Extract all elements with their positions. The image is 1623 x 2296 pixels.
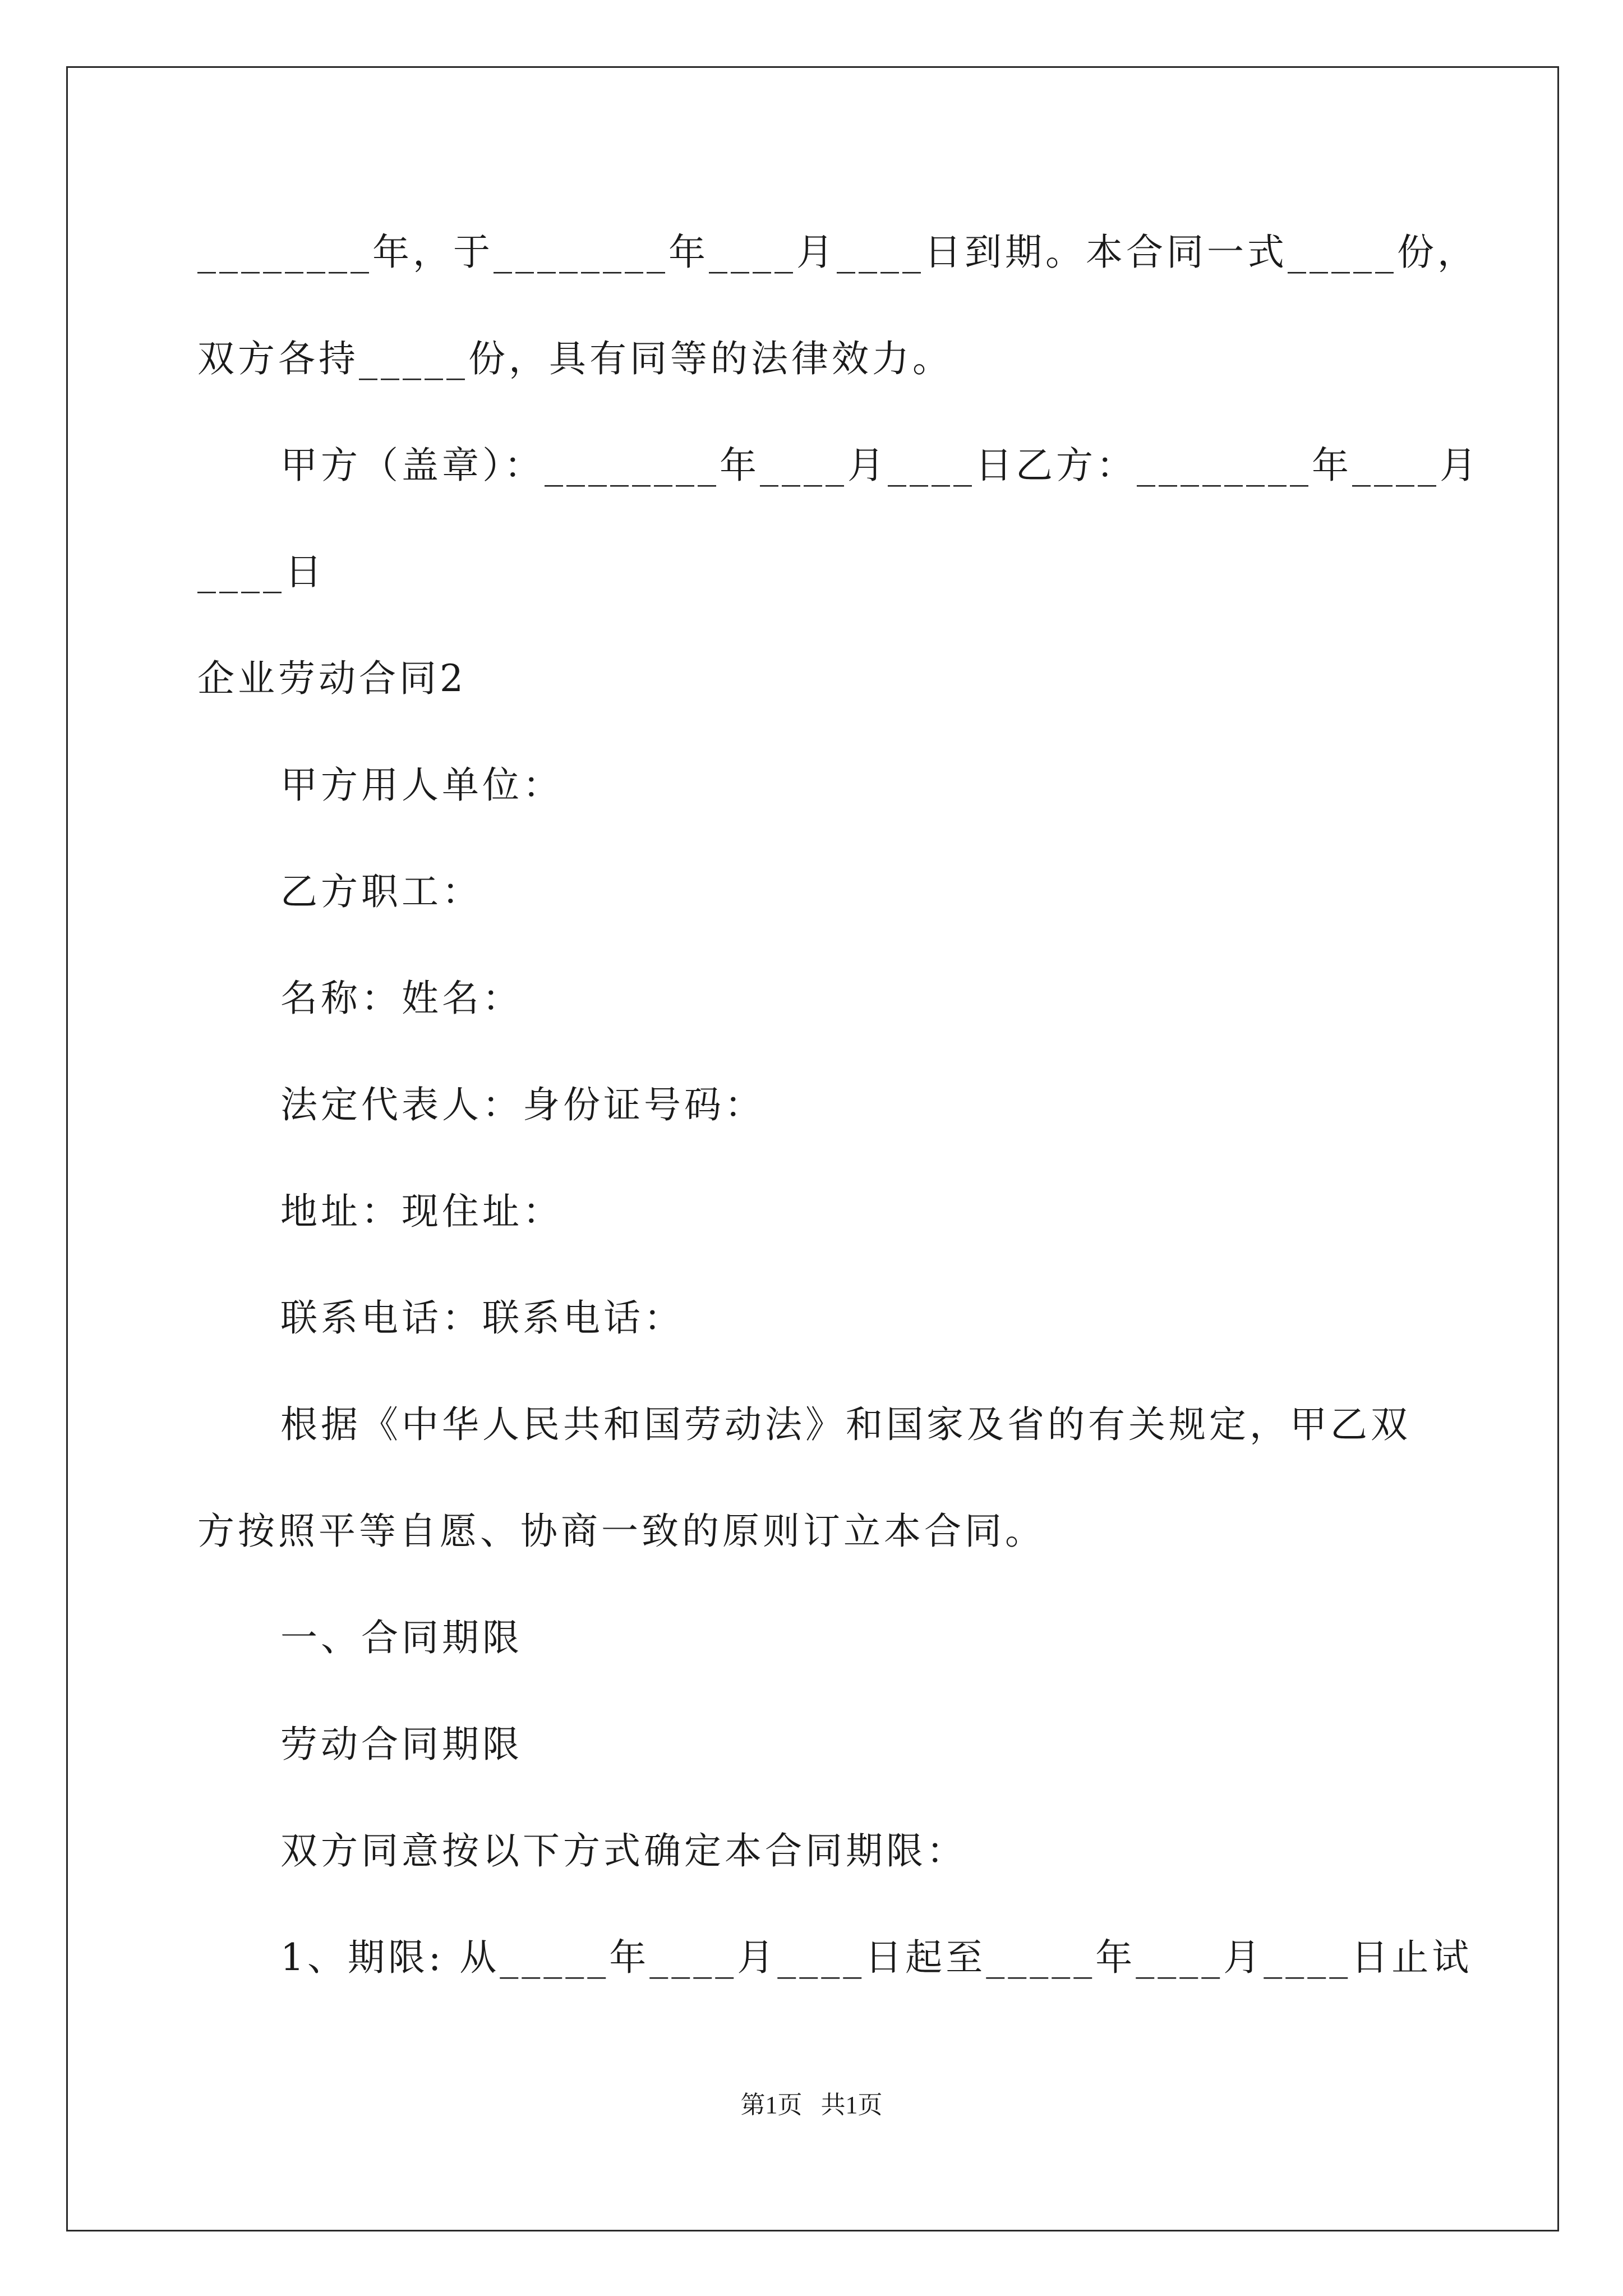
text-line: 劳动合同期限 [280,1723,523,1766]
text-line: 方按照平等自愿、协商一致的原则订立本合同。 [197,1510,1045,1553]
text-line: 法定代表人：身份证号码： [280,1083,765,1126]
text-line: 根据《中华人民共和国劳动法》和国家及省的有关规定，甲乙双 [280,1403,1411,1446]
text-line: 乙方职工： [280,870,482,913]
text-line: 甲方（盖章）：________年____月____日乙方：________年____月 [280,444,1480,487]
page-border [66,66,1559,2231]
text-line: 一、合同期限 [280,1616,523,1659]
text-line: 联系电话：联系电话： [280,1296,684,1340]
text-line: 甲方用人单位： [280,763,563,807]
text-line: ________年，于________年____月____日到期。本合同一式_____份， [197,231,1478,274]
text-line: 地址：现住址： [280,1190,563,1233]
text-line: 1、期限: 从_____年____月____日起至_____年____月____日止试 [280,1936,1473,1979]
text-line: 双方各持_____份，具有同等的法律效力。 [197,337,953,380]
page-footer: 第1页 共1页 [740,2091,883,2119]
text-line: 名称：姓名： [280,977,523,1020]
text-line: ____日 [197,550,325,593]
section-heading: 企业劳动合同2 [197,657,467,700]
text-line: 双方同意按以下方式确定本合同期限： [280,1829,967,1872]
